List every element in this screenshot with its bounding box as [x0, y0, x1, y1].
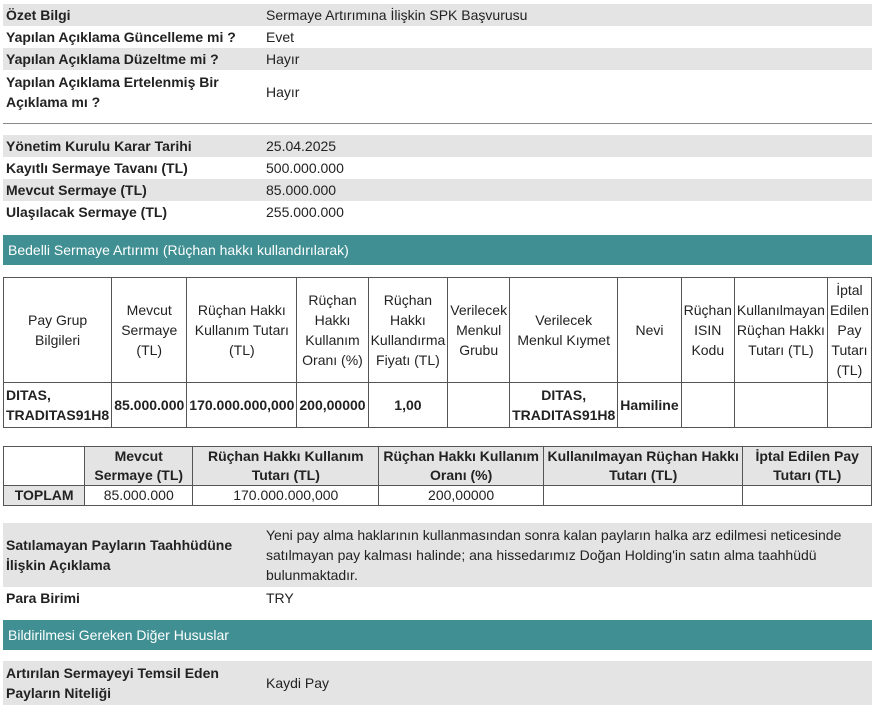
cell — [743, 486, 872, 506]
capital-row — [3, 201, 872, 223]
shares-value: Kaydi Pay — [263, 661, 872, 705]
commitment-row — [3, 523, 872, 587]
rights-table — [3, 277, 872, 428]
summary-key: Özet Bilgi — [3, 4, 263, 26]
cell — [681, 383, 734, 428]
cell: 200,00000 — [379, 486, 544, 506]
col-header: Rüçhan ISIN Kodu — [681, 278, 734, 383]
col-header: Verilecek Menkul Kıymet — [510, 278, 618, 383]
capital-value: 85.000.000 — [263, 179, 872, 201]
capital-key: Ulaşılacak Sermaye (TL) — [6, 204, 168, 220]
capital-value: 25.04.2025 — [263, 135, 872, 157]
currency-key: Para Birimi — [6, 590, 80, 606]
summary-row — [3, 26, 872, 48]
col-header: Pay Grup Bilgileri — [4, 278, 112, 383]
capital-key: Yönetim Kurulu Karar Tarihi — [3, 135, 263, 157]
col-header: İptal Edilen Pay Tutarı (TL) — [743, 447, 872, 486]
summary-row — [3, 70, 872, 114]
cell: 1,00 — [368, 383, 448, 428]
cell — [827, 383, 871, 428]
col-header: Rüçhan Hakkı Kullandırma Fiyatı (TL) — [368, 278, 448, 383]
col-header: Nevi — [618, 278, 681, 383]
totals-table — [3, 446, 872, 506]
col-header: Verilecek Menkul Grubu — [448, 278, 510, 383]
summary-value: Hayır — [266, 84, 300, 100]
shares-key: Artırılan Sermayeyi Temsil Eden Payların Niteliği — [3, 661, 263, 705]
shares-table — [3, 661, 872, 705]
capital-row — [3, 157, 872, 179]
cell — [543, 486, 743, 506]
currency-row — [3, 587, 872, 609]
col-header: Mevcut Sermaye (TL) — [85, 447, 193, 486]
commitment-table — [3, 523, 872, 609]
totals-row — [4, 486, 872, 506]
corner-cell — [4, 447, 85, 486]
rights-data-row — [4, 383, 872, 428]
capital-row — [3, 179, 872, 201]
col-header: Rüçhan Hakkı Kullanım Oranı (%) — [379, 447, 544, 486]
col-header: İptal Edilen Pay Tutarı (TL) — [827, 278, 871, 383]
cell: 85.000.000 — [85, 486, 193, 506]
cell: 170.000.000,000 — [187, 383, 297, 428]
capital-key: Mevcut Sermaye (TL) — [3, 179, 263, 201]
col-header: Rüçhan Hakkı Kullanım Tutarı (TL) — [187, 278, 297, 383]
summary-table — [3, 4, 872, 114]
summary-value: Hayır — [263, 48, 872, 70]
cell: DITAS, TRADITAS91H8 — [510, 383, 618, 428]
section-title-other: Bildirilmesi Gereken Diğer Hususlar — [3, 620, 872, 650]
cell — [734, 383, 827, 428]
summary-row — [3, 4, 872, 26]
summary-row — [3, 48, 872, 70]
col-header: Rüçhan Hakkı Kullanım Tutarı (TL) — [193, 447, 379, 486]
cell: 85.000.000 — [112, 383, 187, 428]
cell: 170.000.000,000 — [193, 486, 379, 506]
totals-label: TOPLAM — [4, 486, 85, 506]
capital-key: Kayıtlı Sermaye Tavanı (TL) — [6, 160, 188, 176]
cell — [448, 383, 510, 428]
section-title-bedelli: Bedelli Sermaye Artırımı (Rüçhan hakkı kullandırılarak) — [3, 235, 872, 265]
summary-key: Yapılan Açıklama Ertelenmiş Bir Açıklama mı ? — [6, 74, 219, 110]
summary-key: Yapılan Açıklama Düzeltme mi ? — [3, 48, 263, 70]
cell: 200,00000 — [297, 383, 368, 428]
capital-row — [3, 135, 872, 157]
col-header: Kullanılmayan Rüçhan Hakkı Tutarı (TL) — [543, 447, 743, 486]
shares-row — [3, 661, 872, 705]
commitment-key: Satılamayan Payların Taahhüdüne İlişkin Açıklama — [3, 523, 263, 587]
divider — [3, 123, 872, 124]
capital-value: 255.000.000 — [266, 204, 344, 220]
capital-table — [3, 135, 872, 223]
summary-value: Evet — [266, 29, 295, 45]
commitment-value: Yeni pay alma haklarının kullanmasından sonra kalan payların halka arz edilmesi neticesinde satılmayan pay kalması halinde; ana hissedarımız Doğan Holding'in satın alma taahhüdü bulunmaktadır. — [263, 523, 872, 587]
capital-value: 500.000.000 — [266, 160, 344, 176]
currency-value: TRY — [266, 590, 294, 606]
col-header: Mevcut Sermaye (TL) — [112, 278, 187, 383]
col-header: Kullanılmayan Rüçhan Hakkı Tutarı (TL) — [734, 278, 827, 383]
col-header: Rüçhan Hakkı Kullanım Oranı (%) — [297, 278, 368, 383]
rights-header-row — [4, 278, 872, 383]
summary-value: Sermaye Artırımına İlişkin SPK Başvurusu — [263, 4, 872, 26]
cell: Hamiline — [618, 383, 681, 428]
totals-header-row — [4, 447, 872, 486]
summary-key: Yapılan Açıklama Güncelleme mi ? — [6, 29, 236, 45]
cell: DITAS, TRADITAS91H8 — [4, 383, 112, 428]
